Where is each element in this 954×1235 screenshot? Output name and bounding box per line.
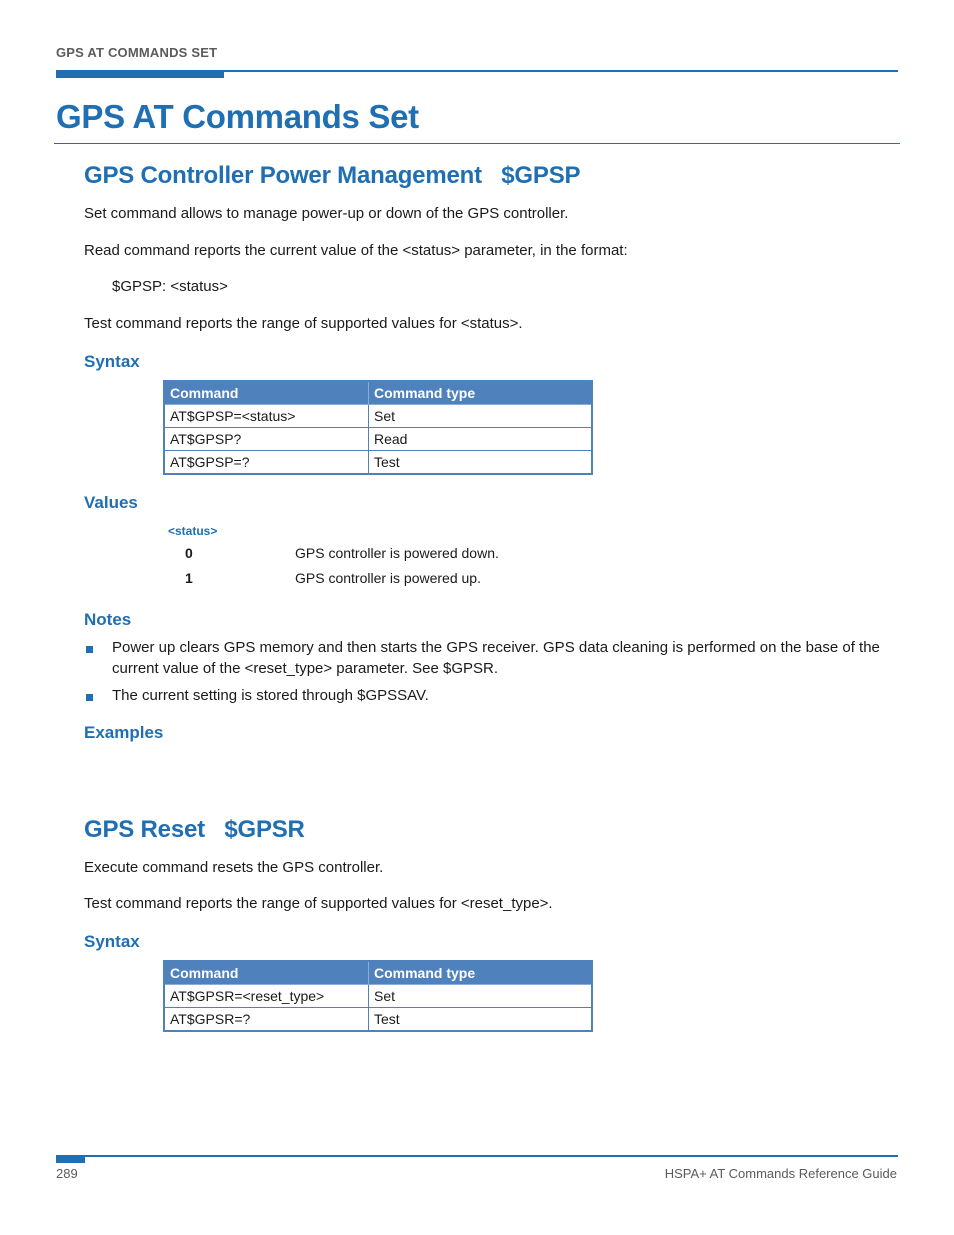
bullet-icon bbox=[86, 694, 93, 701]
section-heading-gpsr: GPS Reset $GPSR bbox=[84, 816, 305, 843]
section-heading-gpsp: GPS Controller Power Management $GPSP bbox=[84, 162, 581, 189]
gpsr-syntax-table bbox=[163, 960, 593, 1032]
bullet-icon bbox=[86, 646, 93, 653]
table-row bbox=[164, 985, 592, 1008]
gpsr-syntax-heading: Syntax bbox=[84, 932, 140, 951]
table-header-row bbox=[164, 961, 592, 985]
column-header-command-type: Command type bbox=[369, 961, 593, 985]
note-item: The current setting is stored through $GPSSAV. bbox=[112, 687, 429, 704]
footer-rule bbox=[56, 1155, 898, 1157]
guide-title: HSPA+ AT Commands Reference Guide bbox=[664, 1166, 897, 1181]
footer-rule-accent bbox=[56, 1155, 85, 1163]
gpsp-test-description: Test command reports the range of supported values for <status>. bbox=[84, 315, 523, 332]
command-cell: AT$GPSR=<reset_type> bbox=[164, 985, 369, 1008]
command-cell: AT$GPSP=? bbox=[164, 451, 369, 475]
column-header-command-type: Command type bbox=[369, 381, 593, 405]
running-header: GPS AT COMMANDS SET bbox=[56, 45, 218, 60]
note-item: Power up clears GPS memory and then starts the GPS receiver. GPS data cleaning is performed on the base of the current value of the <reset_type> parameter. See $GPSR. bbox=[112, 639, 880, 677]
value-key: 1 bbox=[185, 570, 193, 586]
table-row bbox=[164, 451, 592, 475]
gpsp-read-description: Read command reports the current value of the <status> parameter, in the format: bbox=[84, 242, 628, 259]
table-row bbox=[164, 405, 592, 428]
gpsp-set-description: Set command allows to manage power-up or down of the GPS controller. bbox=[84, 205, 569, 222]
value-description: GPS controller is powered up. bbox=[295, 570, 481, 586]
header-rule-accent bbox=[56, 70, 224, 78]
page-number: 289 bbox=[56, 1166, 78, 1181]
gpsp-examples-heading: Examples bbox=[84, 723, 164, 742]
column-header-command: Command bbox=[164, 381, 369, 405]
table-row bbox=[164, 428, 592, 451]
gpsp-read-format: $GPSP: <status> bbox=[112, 278, 228, 295]
value-key: 0 bbox=[185, 545, 193, 561]
gpsp-notes-heading: Notes bbox=[84, 610, 132, 629]
command-type-cell: Test bbox=[369, 451, 593, 475]
command-cell: AT$GPSP=<status> bbox=[164, 405, 369, 428]
title-rule bbox=[54, 143, 900, 144]
gpsr-execute-description: Execute command resets the GPS controller. bbox=[84, 859, 384, 876]
value-description: GPS controller is powered down. bbox=[295, 545, 499, 561]
column-header-command: Command bbox=[164, 961, 369, 985]
gpsp-values-heading: Values bbox=[84, 493, 138, 512]
page-title: GPS AT Commands Set bbox=[56, 98, 419, 135]
gpsr-test-description: Test command reports the range of supported values for <reset_type>. bbox=[84, 895, 553, 912]
command-type-cell: Set bbox=[369, 405, 593, 428]
gpsp-syntax-heading: Syntax bbox=[84, 352, 140, 371]
gpsp-syntax-table bbox=[163, 380, 593, 475]
command-cell: AT$GPSR=? bbox=[164, 1008, 369, 1032]
command-type-cell: Set bbox=[369, 985, 593, 1008]
command-type-cell: Test bbox=[369, 1008, 593, 1032]
table-header-row bbox=[164, 381, 592, 405]
command-type-cell: Read bbox=[369, 428, 593, 451]
command-cell: AT$GPSP? bbox=[164, 428, 369, 451]
table-row bbox=[164, 1008, 592, 1032]
param-name-status: <status> bbox=[168, 524, 218, 538]
